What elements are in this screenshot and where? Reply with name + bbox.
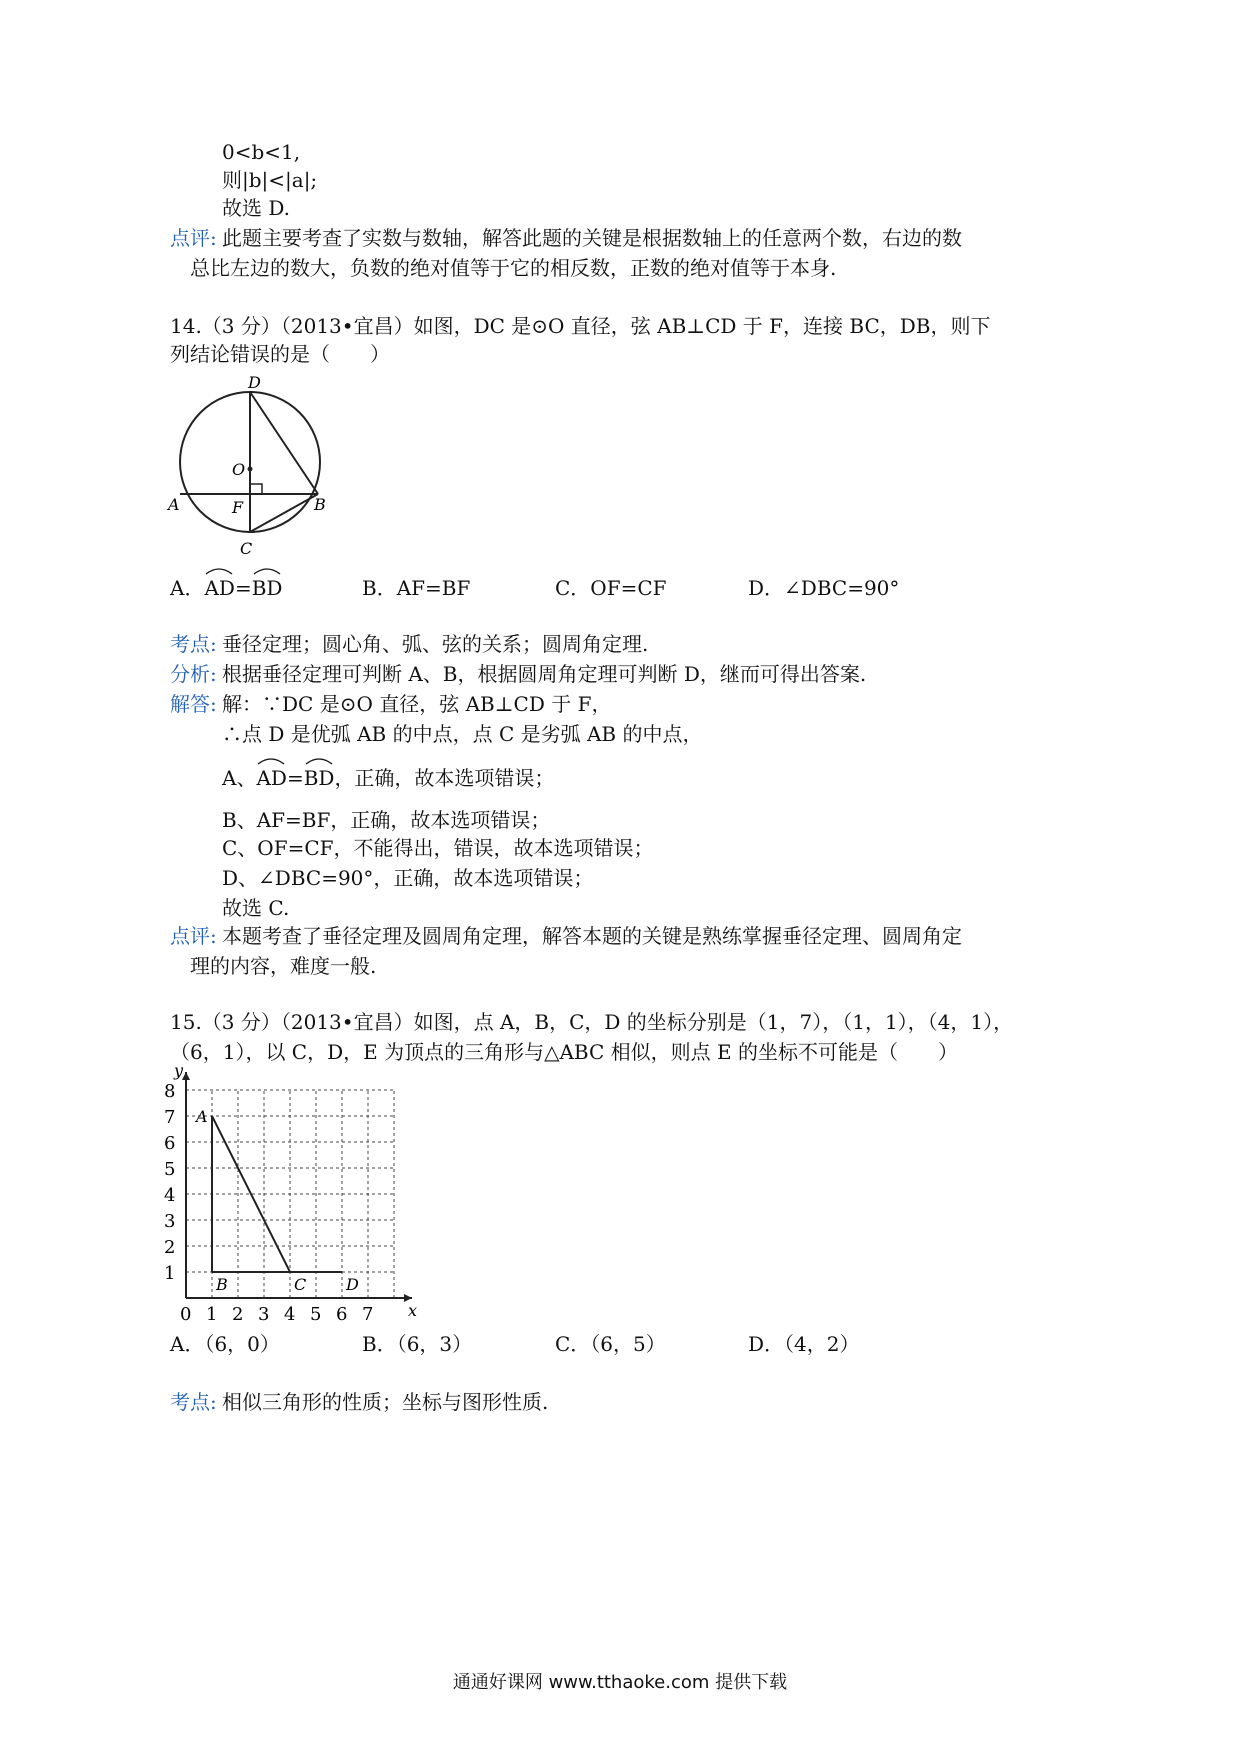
x-tick-label: 1 (206, 1304, 218, 1325)
question-stem: （6，1），以 C，D，E 为顶点的三角形与△ABC 相似，则点 E 的坐标不可能是（ ） (170, 1040, 958, 1064)
y-tick-label: 5 (164, 1159, 176, 1180)
choice-c: C．OF=CF (555, 576, 667, 600)
y-axis-arrow (182, 1072, 190, 1080)
review-label: 点评: (170, 226, 217, 250)
kaodian-label: 考点: (170, 1390, 217, 1414)
point-label-c: C (294, 1275, 307, 1294)
point-label-o: O (232, 460, 246, 479)
fenxi-label: 分析: (170, 662, 217, 686)
x-tick-label: 5 (310, 1304, 322, 1325)
x-tick-label: 4 (284, 1304, 296, 1325)
kaodian-label: 考点: (170, 632, 217, 656)
arc-bd: BD (304, 764, 335, 792)
jieda-option-d: D、∠DBC=90°，正确，故本选项错误； (222, 866, 594, 890)
arc-bd: BD (252, 574, 283, 602)
review-label: 点评: (170, 924, 217, 948)
point-label-d: D (346, 1275, 359, 1294)
arc-ad: AD (256, 764, 286, 792)
choice-b: B．AF=BF (362, 576, 471, 600)
point-label-c: C (240, 539, 253, 558)
x-tick-label: 7 (362, 1304, 374, 1325)
y-tick-label: 4 (164, 1185, 176, 1206)
jieda-option-b: B、AF=BF，正确，故本选项错误； (222, 808, 551, 832)
review-text: 本题考查了垂径定理及圆周角定理，解答本题的关键是熟练掌握垂径定理、圆周角定 (222, 924, 962, 948)
solution-line: 故选 D. (222, 196, 291, 220)
point-label-a: A (168, 495, 180, 514)
question-stem: 14.（3 分）（2013•宜昌）如图，DC 是⊙O 直径，弦 AB⊥CD 于 F，连接 BC，DB，则下 (170, 314, 991, 338)
question-stem: 列结论错误的是（ ） (170, 342, 390, 366)
jieda-conclusion: 故选 C. (222, 896, 290, 920)
choice-c: C．（6，5） (555, 1332, 666, 1356)
y-tick-label: 7 (164, 1107, 176, 1128)
x-tick-label: 6 (336, 1304, 348, 1325)
review-text: 此题主要考查了实数与数轴，解答此题的关键是根据数轴上的任意两个数，右边的数 (222, 226, 962, 250)
y-tick-label: 6 (164, 1133, 176, 1154)
x-tick-label: 2 (232, 1304, 244, 1325)
jieda-option-c: C、OF=CF，不能得出，错误，故本选项错误； (222, 836, 654, 860)
point-label-f: F (232, 498, 244, 517)
choice-b: B．（6，3） (362, 1332, 473, 1356)
choice-a: A． AD= BD (170, 574, 282, 602)
y-tick-label: 1 (164, 1263, 176, 1284)
y-tick-label: 2 (164, 1237, 176, 1258)
x-tick-label: 0 (180, 1304, 192, 1325)
choice-d: D．（4，2） (748, 1332, 860, 1356)
point-label-d: D (248, 373, 261, 392)
fenxi-text: 根据垂径定理可判断 A、B，根据圆周角定理可判断 D，继而可得出答案. (222, 662, 867, 686)
choice-d: D．∠DBC=90° (748, 576, 900, 600)
coordinate-grid (160, 1061, 418, 1326)
x-axis-label: x (408, 1301, 418, 1320)
question-stem: 15.（3 分）（2013•宜昌）如图，点 A，B，C，D 的坐标分别是（1，7），（1，1），（4，1）， (170, 1010, 1014, 1034)
solution-line: 0<b<1, (222, 140, 301, 164)
x-tick-label: 3 (258, 1304, 270, 1325)
jieda-label: 解答: (170, 692, 217, 716)
choice-a-prefix: A． (170, 576, 205, 600)
review-text: 理的内容，难度一般. (190, 954, 377, 978)
kaodian-text: 垂径定理；圆心角、弧、弦的关系；圆周角定理. (222, 632, 649, 656)
jieda-option-a: A、 AD= BD，正确，故本选项错误； (222, 764, 554, 792)
y-tick-label: 8 (164, 1081, 176, 1102)
choice-a: A．（6，0） (170, 1332, 280, 1356)
kaodian-text: 相似三角形的性质；坐标与图形性质. (222, 1390, 549, 1414)
point-label-a: A (196, 1107, 208, 1126)
y-tick-label: 3 (164, 1211, 176, 1232)
jieda-text: ∴点 D 是优弧 AB 的中点，点 C 是劣弧 AB 的中点， (222, 722, 703, 746)
review-text: 总比左边的数大，负数的绝对值等于它的相反数，正数的绝对值等于本身. (190, 256, 837, 280)
jieda-text: 解：∵DC 是⊙O 直径，弦 AB⊥CD 于 F， (222, 692, 612, 716)
arc-ad: AD (204, 574, 234, 602)
solution-line: 则|b|<|a|; (222, 168, 318, 192)
circle-figure (160, 372, 360, 572)
footer-text: 通通好课网 www.tthaoke.com 提供下载 (452, 1672, 788, 1693)
y-axis-label: y (174, 1061, 184, 1080)
point-label-b: B (216, 1275, 228, 1294)
point-label-b: B (314, 495, 326, 514)
